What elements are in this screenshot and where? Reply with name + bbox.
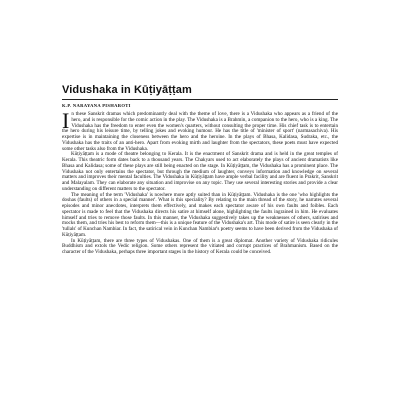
drop-cap: I	[62, 108, 70, 133]
paragraph-3: The meaning of the term 'Vidushaka' is nowhere more aptly suited than in Kūṭiyāṭṭam. Vidushaka is the one 'who highlights the doshas (faults) of others in a special manner'. What is this speciality? By relating to the main thread of the story, he narrates several episodes and minor anecdotes, interprets them effectively, and makes each spectator aware of his own faults and foibles. Each spectator is made to feel that the Vidushaka directs his satire at himself alone, highlighting the faults ingrained in him. He evaluates himself and tries to remove those faults. In this manner, the Vidushaka suggestively takes up the weaknesses of others, satirises and mocks them, and tries his best to reform them—this is a unique feature of the Vidushaka's art. This mode of satire is seen clearly in the 'tullals' of Kunchan Nambiar. In fact, the satirical vein in Kunchan Nambiar's poetry seems to have been derived from the Vidushaka of Kūṭiyāṭṭam.	[62, 191, 338, 238]
author-name: K.P. NARAYANA PISHAROTI	[62, 103, 131, 108]
title-rule	[62, 99, 338, 100]
paragraph-4: In Kūṭiyāṭṭam, there are three types of Vidushakas. One of them is a great diplomat. Another variety of Vidushaka ridicules Buddhism and extols the Vedic religion. Some others represent the vitiated and corrupt practices of Brahmanism. Based on the character of the Vidushaka, perhaps three important stages in the history of Kerala could be conceived.	[62, 237, 338, 255]
paragraph-1	[62, 108, 338, 152]
paragraph-1-text: n these Sanskrit dramas which predominantly deal with the theme of love, there is a Vidushaka who appears as a friend of the hero, and is responsible for the comic action in the play. The Vidushaka is a Brahmin, a companion to the hero, who is a king. The Vidushaka has the freedom to enter even the women's quarters, without consulting the proper time. His chief task is to entertain the hero during his leisure time, by telling jokes and evoking humour. He has the title of 'minister of sport' (narmasachiva). His expertise is in maintaining the closeness between the hero and the heroine. In the plays of Bhasa, Kalidasa, Sudraka, etc., the Vidushaka has the traits of an anti-hero. Apart from evoking mirth and laughter from the spectators, these poets must have expected some other tasks also from the Vidushaka.	[62, 111, 338, 152]
paragraph-2: Kūṭiyāṭṭam is a mode of theatre belonging to Kerala. It is the enactment of Sanskrit drama and is held in the great temples of Kerala. This theatric form dates back to a thousand years. The Chakyars used to act elaborately the plays of ancient dramatists like Bhasa and Kalidasa; some of these plays are still being enacted on the stage. In Kūṭiyāṭṭam, the Vidushaka has a prominent place. The Vidushaka not only entertains the spectator, but through the medium of laughter, conveys information and knowledge on several matters and improves their mental faculties. The Vidushaka in Kūṭiyāṭṭam have ample verbal facility and are fluent in Prakrit, Sanskrit and Malayalam. They can elaborate any situation and improvise on any topic. They use several interesting stories and provide a clear understanding on different matters to the spectator.	[62, 151, 338, 192]
article-body	[62, 108, 338, 256]
article-title: Vidushaka in Kūṭiyāṭṭam	[62, 84, 192, 96]
